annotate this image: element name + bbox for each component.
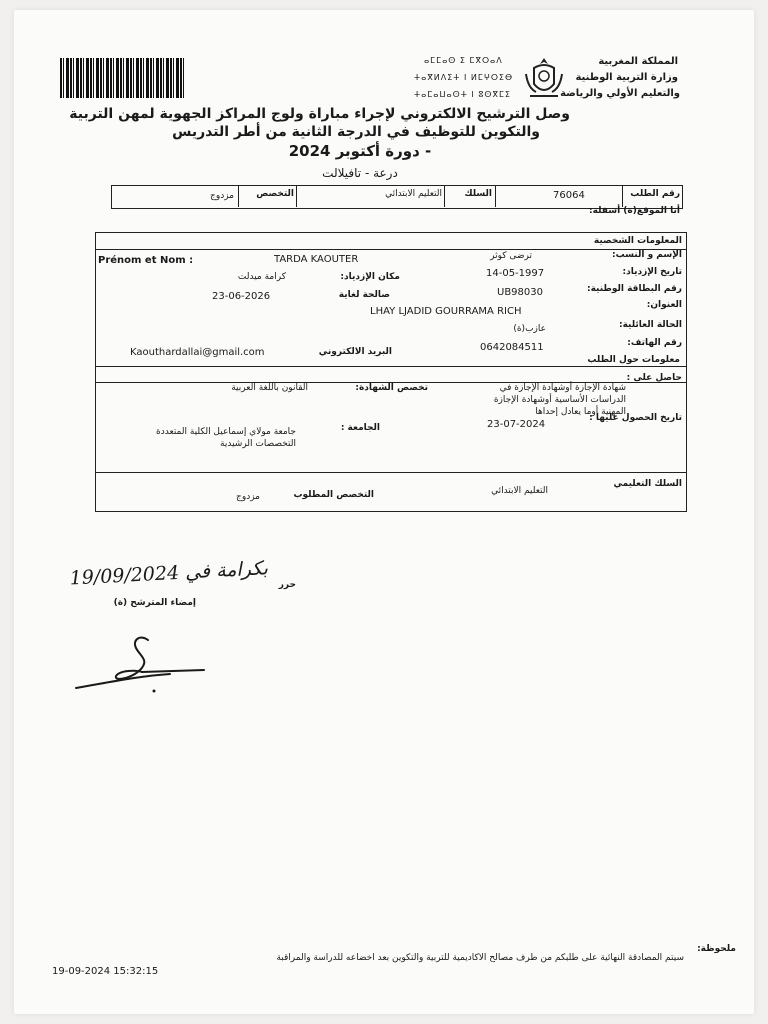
email-value: Kaouthardallai@gmail.com bbox=[130, 347, 265, 358]
holder-label: حاصل على : bbox=[626, 373, 682, 383]
validity-value: 23-06-2026 bbox=[212, 291, 271, 302]
cin-value: UB98030 bbox=[497, 287, 543, 298]
phone-label: رقم الهاتف: bbox=[627, 338, 682, 348]
ministry-line-2: والتعليم الأولي والرياضة bbox=[560, 88, 680, 99]
marital-value: عازب(ة) bbox=[513, 324, 546, 334]
tifinagh-line-2: ⵜⴰⴳⵍⴷⵉⵜ ⵏ ⵍⵎⵖⵔⵉⴱ bbox=[414, 73, 514, 82]
title-line-1: وصل الترشيح الالكتروني لإجراء مباراة ولوج المراكز الجهوية لمهن التربية bbox=[69, 106, 570, 122]
name-value-ar: ترضى كوثر bbox=[490, 251, 532, 261]
title-line-2: والتكوين للتوظيف في الدرجة الثانية من أطر التدريس bbox=[172, 124, 540, 140]
phone-value: 0642084511 bbox=[480, 342, 544, 353]
request-specialty-label: التخصص المطلوب bbox=[293, 490, 374, 500]
university-label: الجامعة : bbox=[340, 423, 380, 433]
signature-label: إمضاء المترشح (ة) bbox=[113, 598, 196, 608]
birth-date-value: 14-05-1997 bbox=[486, 268, 545, 279]
specialty-value: مزدوج bbox=[210, 191, 234, 201]
diploma-spec-label: تخصص الشهادة: bbox=[355, 383, 428, 393]
application-number-value: 76064 bbox=[553, 190, 585, 201]
cin-label: رقم البطاقة الوطنية: bbox=[586, 284, 682, 294]
request-cycle-value: التعليم الابتدائي bbox=[491, 486, 548, 496]
application-number-label: رقم الطلب bbox=[630, 189, 680, 199]
handwritten-date: بكرامة في 19/09/2024 bbox=[69, 557, 269, 590]
title-line-3: - دورة أكتوبر 2024 bbox=[288, 142, 432, 160]
note-label: ملحوظة: bbox=[697, 944, 736, 954]
request-specialty-value: مزدوج bbox=[236, 492, 260, 502]
kingdom-label: المملكة المغربية bbox=[598, 56, 678, 67]
specialty-label: التخصص bbox=[256, 189, 294, 199]
written-at-label: حرر bbox=[278, 580, 296, 590]
tifinagh-line-3: ⵜⴰⵎⴰⵡⴰⵙⵜ ⵏ ⵓⵙⴳⵎⵉ bbox=[414, 90, 511, 99]
timestamp: 19-09-2024 15:32:15 bbox=[52, 966, 159, 977]
ministry-line-1: وزارة التربية الوطنية bbox=[575, 72, 678, 83]
birth-place-value: كرامة ميدلت bbox=[237, 272, 286, 282]
request-section-title: معلومات حول الطلب bbox=[587, 355, 680, 365]
personal-section-title: المعلومات الشخصية bbox=[593, 236, 682, 246]
request-cycle-label: السلك التعليمي bbox=[613, 479, 682, 489]
tifinagh-line-1: ⴰⵎⵎⴰⵙ ⵉ ⵎⴳⵔⴰⴷ bbox=[424, 56, 503, 65]
barcode bbox=[60, 58, 184, 98]
name-label-fr: Prénom et Nom : bbox=[98, 255, 194, 266]
marital-label: الحالة العائلية: bbox=[618, 320, 682, 330]
region-label: درعة - تافيلالت bbox=[322, 166, 398, 180]
name-label-ar: الإسم و النسب: bbox=[612, 250, 682, 260]
signatory-line: أنا الموقع(ة) أسفله: bbox=[589, 206, 680, 216]
address-label: العنوان: bbox=[646, 300, 682, 310]
note-text: سيتم المصادقة النهائية على طلبكم من طرف مصالح الاكاديمية للتربية والتكوين بعد اخضاعه للدراسة والمراقبة bbox=[276, 953, 684, 963]
university-value: جامعة مولاي إسماعيل الكلية المتعددة التخصصات الرشيدية bbox=[156, 427, 296, 449]
name-value-fr: TARDA KAOUTER bbox=[274, 254, 359, 265]
cycle-label: السلك bbox=[464, 189, 492, 199]
cycle-value: التعليم الابتدائي bbox=[385, 189, 442, 199]
handwritten-signature bbox=[70, 630, 210, 700]
email-label: البريد الالكتروني bbox=[318, 347, 392, 357]
validity-label: صالحة لغاية bbox=[338, 290, 390, 300]
obtained-label: تاريخ الحصول عليها : bbox=[589, 413, 682, 423]
document-page bbox=[14, 10, 754, 1014]
birth-date-label: تاريخ الإزدياد: bbox=[622, 267, 682, 277]
obtained-value: 23-07-2024 bbox=[487, 419, 546, 430]
birth-place-label: مكان الإزدياد: bbox=[340, 272, 400, 282]
holder-value: شهادة الإجازة أوشهادة الإجازة في الدراسات الأساسية أوشهادة الإجازة المهنية أوما يعادل إحداها bbox=[493, 383, 626, 417]
address-value: LHAY LJADID GOURRAMA RICH bbox=[370, 306, 522, 317]
diploma-spec-value: القانون باللغة العربية bbox=[231, 383, 308, 393]
